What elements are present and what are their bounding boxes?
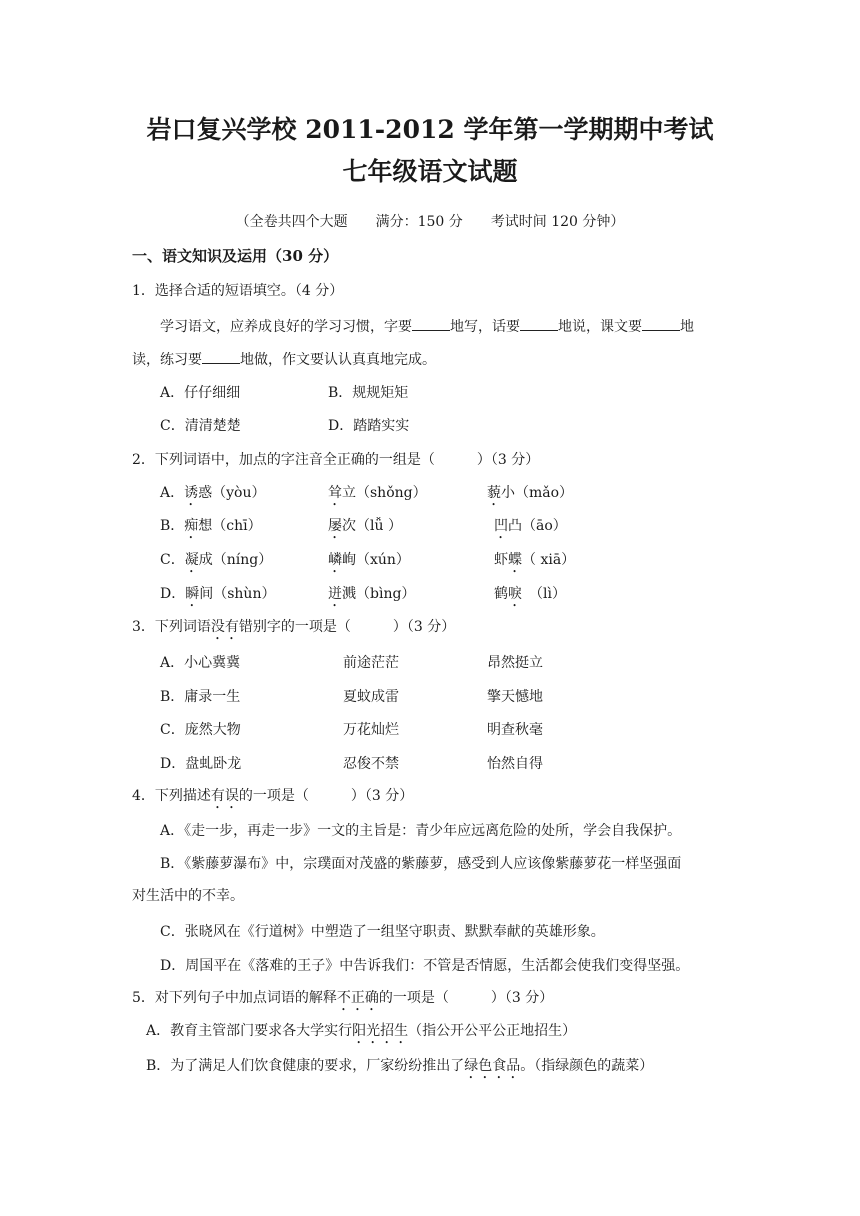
- q2-option-a-2: 耸立（shǒng）: [328, 485, 427, 501]
- answer-blank[interactable]: [520, 316, 558, 331]
- answer-blank[interactable]: [412, 316, 450, 331]
- q3-option-a-3: 昂然挺立: [487, 655, 543, 671]
- q1-option-a: A．仔仔细细: [160, 385, 241, 401]
- q3-option-c-1: C．庞然大物: [160, 722, 241, 738]
- q1-option-b: B．规规矩矩: [328, 385, 409, 401]
- question-2-stem: 2．下列词语中，加点的字注音全正确的一组是（ ）（3 分）: [132, 452, 540, 468]
- q4-option-c: C．张晓风在《行道树》中塑造了一组坚守职责、默默奉献的英雄形象。: [160, 924, 605, 940]
- q3-option-d-1: D．盘虬卧龙: [160, 756, 242, 772]
- question-4-stem: 4．下列描述有误的一项是（ ）（3 分）: [132, 788, 414, 804]
- q4-option-a: A．《走一步，再走一步》一文的主旨是：青少年应远离危险的处所，学会自我保护。: [160, 823, 682, 839]
- q2-option-d-1: D．瞬间（shùn）: [160, 586, 276, 602]
- q2-option-c-1: C．凝成（níng）: [160, 552, 273, 568]
- q3-option-a-1: A．小心冀冀: [160, 655, 241, 671]
- question-1-paragraph-cont: 读，练习要 地做，作文要认认真真地完成。: [132, 349, 436, 370]
- q3-option-b-2: 夏蚊成雷: [343, 689, 399, 705]
- q2-option-d-2: 迸溅（bìng）: [328, 586, 416, 602]
- question-5-stem: 5．对下列句子中加点词语的解释不正确的一项是（ ）（3 分）: [132, 990, 554, 1006]
- q2-option-b-1: B．痴想（chī）: [160, 518, 262, 534]
- q2-option-b-2: 屡次（lǚ ）: [328, 518, 402, 534]
- exam-subtitle: 七年级语文试题: [342, 157, 518, 186]
- q3-option-b-1: B．庸录一生: [160, 689, 241, 705]
- question-1-stem: 1．选择合适的短语填空。（4 分）: [132, 283, 344, 299]
- q2-option-d-3: 鹤唳 （lì）: [494, 586, 566, 602]
- exam-info: （全卷共四个大题 满分：150 分 考试时间 120 分钟）: [235, 214, 625, 230]
- q4-option-b-cont: 对生活中的不幸。: [132, 888, 244, 904]
- q1-option-c: C．清清楚楚: [160, 418, 241, 434]
- q3-option-a-2: 前途茫茫: [343, 655, 399, 671]
- section-heading: 一、语文知识及运用（30 分）: [132, 247, 339, 265]
- q3-option-b-3: 擎天憾地: [487, 689, 543, 705]
- q2-option-a-3: 藐小（mǎo）: [487, 485, 574, 501]
- q2-option-a-1: A．诱惑（yòu）: [160, 485, 266, 501]
- q2-option-c-2: 嶙峋（xún）: [328, 552, 410, 568]
- q5-option-b: B．为了满足人们饮食健康的要求，厂家纷纷推出了绿色食品。（指绿颜色的蔬菜）: [146, 1058, 654, 1074]
- q2-option-c-3: 虾蝶（ xiā）: [494, 552, 576, 568]
- q3-option-d-3: 怡然自得: [487, 756, 543, 772]
- question-1-paragraph: 学习语文，应养成良好的学习习惯，字要 地写，话要 地说，课文要 地: [160, 316, 694, 337]
- q5-option-a: A．教育主管部门要求各大学实行阳光招生（指公开公平公正地招生）: [146, 1023, 577, 1039]
- q4-option-b: B．《紫藤萝瀑布》中，宗璞面对茂盛的紫藤萝，感受到人应该像紫藤萝花一样坚强面: [160, 856, 682, 872]
- q2-option-b-3: 凹凸（āo）: [494, 518, 567, 534]
- q1-option-d: D．踏踏实实: [328, 418, 410, 434]
- exam-title: 岩口复兴学校 2011-2012 学年第一学期期中考试: [146, 115, 714, 144]
- q3-option-c-3: 明查秋毫: [487, 722, 543, 738]
- q3-option-d-2: 忍俊不禁: [343, 756, 399, 772]
- q4-option-d: D．周国平在《落难的王子》中告诉我们：不管是否情愿，生活都会使我们变得坚强。: [160, 958, 690, 974]
- q3-option-c-2: 万花灿烂: [343, 722, 399, 738]
- answer-blank[interactable]: [202, 349, 240, 364]
- answer-blank[interactable]: [642, 316, 680, 331]
- question-3-stem: 3．下列词语没有错别字的一项是（ ）（3 分）: [132, 619, 456, 635]
